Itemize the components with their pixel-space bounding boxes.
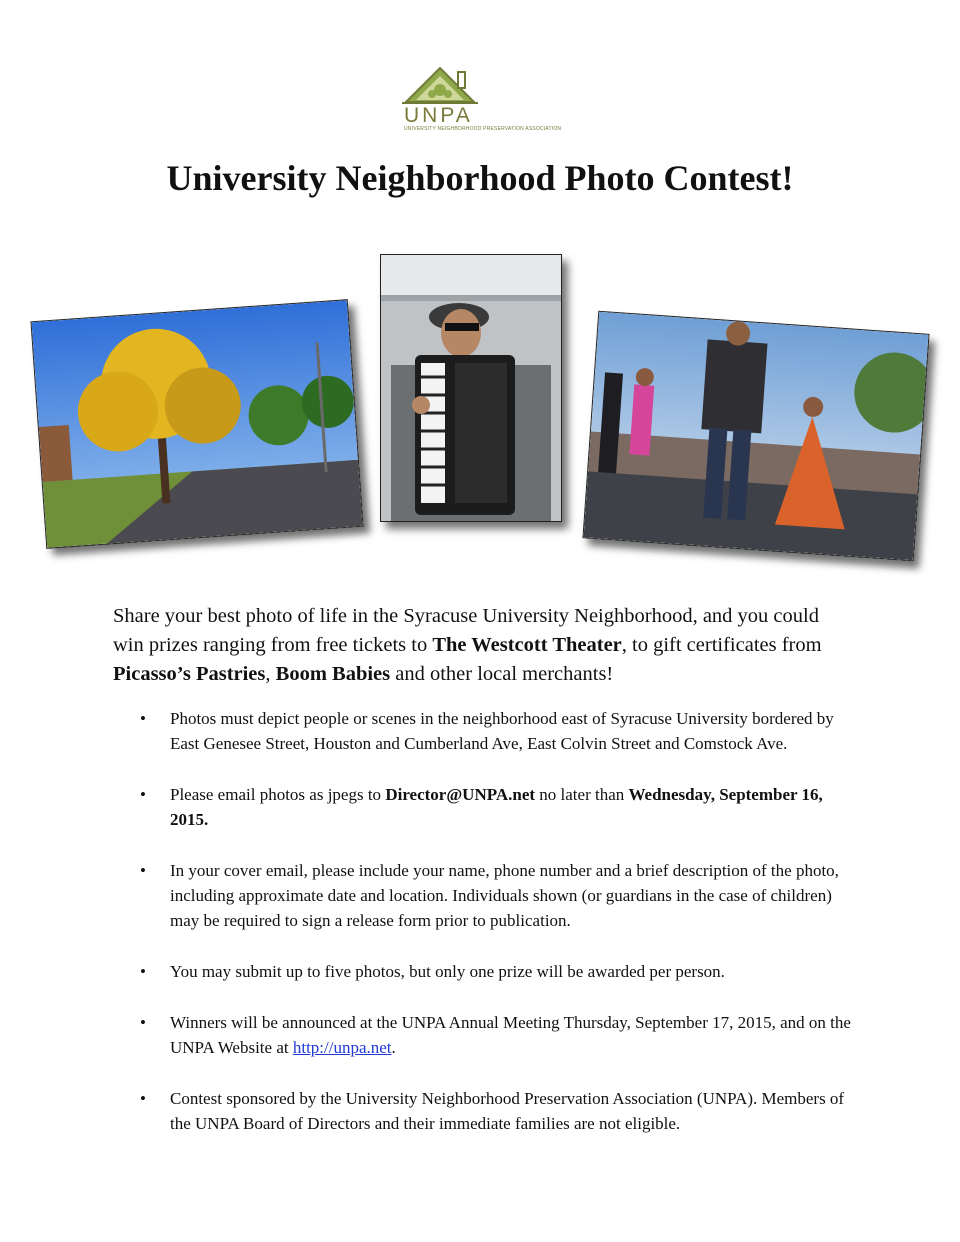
rule-item-location — [140, 706, 860, 756]
rule-item-limit — [140, 959, 860, 984]
rule-cover-email-text: In your cover email, please include your name, phone number and a brief description of the photo, including approximate date and location. Individuals shown (or guardians in the case of children) may be required to sign a release form prior to publication. — [170, 861, 839, 930]
rule-item-email — [140, 782, 860, 832]
rule-item-winners — [140, 1010, 860, 1060]
rule-email-text-1: Please email photos as jpegs to — [170, 785, 386, 804]
rule-location-text: Photos must depict people or scenes in the neighborhood east of Syracuse University bordered by East Genesee Street, Houston and Cumberland Ave, East Colvin Street and Comstock Ave. — [170, 709, 834, 753]
logo-wordmark: UNPA — [404, 104, 473, 127]
intro-text-4: and other local merchants! — [390, 663, 614, 685]
photo-accordion-player — [380, 254, 562, 522]
deadline-date: Wednesday, September 16, 2015. — [170, 785, 823, 829]
page-title: University Neighborhood Photo Contest! — [166, 158, 794, 198]
rule-email-text-2: no later than — [535, 785, 629, 804]
rule-winners-text-1: Winners will be announced at the UNPA Annual Meeting Thursday, September 17, 2015, and on the UNPA Website at — [170, 1013, 851, 1057]
rule-item-sponsor — [140, 1086, 860, 1136]
photo-street-dance — [582, 311, 929, 562]
unpa-logo — [398, 64, 568, 136]
intro-text-1: Share your best photo of life in the Syracuse University Neighborhood, and you could win prizes ranging from free tickets to — [113, 605, 819, 656]
director-email: Director@UNPA.net — [385, 785, 536, 804]
intro-text-3: , — [265, 663, 276, 685]
rule-limit-text: You may submit up to five photos, but only one prize will be awarded per person. — [170, 962, 725, 981]
photo-autumn-tree — [30, 299, 363, 549]
rule-item-cover-email — [140, 858, 860, 933]
intro-boom-babies: Boom Babies — [275, 663, 391, 685]
logo-subtitle: UNIVERSITY NEIGHBORHOOD PRESERVATION ASSOCIATION — [404, 126, 562, 132]
unpa-website-link[interactable]: http://unpa.net — [292, 1038, 392, 1057]
intro-picassos-pastries: Picasso’s Pastries — [113, 663, 266, 685]
intro-text-2: , to gift certificates from — [621, 634, 822, 656]
rule-sponsor-text: Contest sponsored by the University Neighborhood Preservation Association (UNPA). Members of the UNPA Board of Directors and their immediate families are not eligible. — [170, 1089, 845, 1133]
intro-paragraph — [113, 602, 853, 689]
intro-westcott-theater: The Westcott Theater — [432, 634, 622, 656]
house-logo-icon — [402, 64, 482, 106]
rules-list — [140, 706, 860, 1162]
rule-winners-text-2: . — [391, 1038, 396, 1057]
